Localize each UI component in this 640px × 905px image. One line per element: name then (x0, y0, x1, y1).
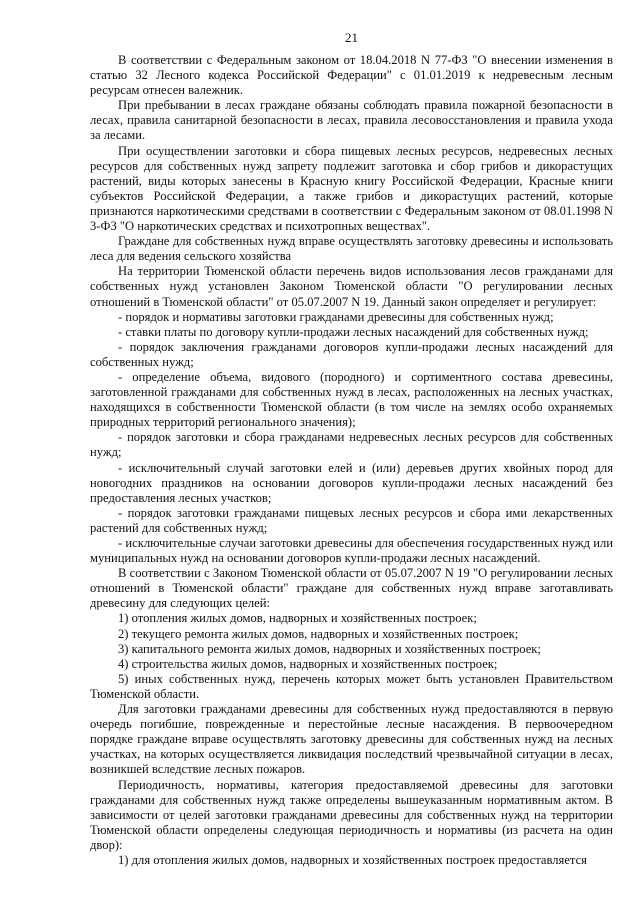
paragraph-1: В соответствии с Федеральным законом от 18.04.2018 N 77-ФЗ "О внесении изменения в статью 32 Лесного кодекса Российской Федерации" с 01.01.2019 к недревесным лесным ресурсам отнесен валежник. (90, 53, 613, 98)
numbered-item-3: 3) капитального ремонта жилых домов, надворных и хозяйственных построек; (118, 641, 541, 656)
paragraph-3: При осуществлении заготовки и сбора пищевых лесных ресурсов, недревесных лесных ресурсов для собственных нужд запрету подлежит заготовка и сбор грибов и дикорастущих растений, виды которых занесены в Красную книгу Российской Федерации, Красные книги субъектов Российской Федерации, а также грибов и дикорастущих растений, которые признаются наркотическими средствами в соответствии с Федеральным законом от 08.01.1998 N 3-ФЗ "О наркотических средствах и психотропных веществах". (90, 143, 613, 234)
paragraph-4: Граждане для собственных нужд вправе осуществлять заготовку древесины и использовать леса для ведения сельского хозяйства (90, 234, 613, 264)
list-item-5: - порядок заготовки и сбора гражданами недревесных лесных ресурсов для собственных нужд; (90, 430, 613, 460)
list-item-7: - порядок заготовки гражданами пищевых лесных ресурсов и сбора ими лекарственных растений для собственных нужд; (90, 505, 613, 535)
list-item-2: - ставки платы по договору купли-продажи лесных насаждений для собственных нужд; (118, 324, 589, 339)
page-number: 21 (345, 30, 358, 45)
paragraph-5: На территории Тюменской области перечень видов использования лесов гражданами для собственных нужд установлен Законом Тюменской области "О регулировании лесных отношений в Тюменской области" от 05.07.2007 N 19. Данный закон определяет и регулирует: (90, 264, 613, 309)
paragraph-8: Периодичность, нормативы, категория предоставляемой древесины для заготовки гражданами для собственных нужд также определены вышеуказанным нормативным актом. В зависимости от целей заготовки гражданами древесины для собственных нужд на территории Тюменской области определены следующая периодичность и нормативы (из расчета на один двор): (90, 777, 613, 852)
document-body (90, 53, 613, 868)
list-item-4: - определение объема, видового (породного) и сортиментного состава древесины, заготовленной гражданами для собственных нужд в лесах, расположенных на лесных участках, находящихся в собственности Тюменской области (в том числе на землях особо охраняемых природных территорий регионального значения); (90, 369, 613, 430)
document-page (90, 0, 613, 905)
list-item-3: - порядок заключения гражданами договоров купли-продажи лесных насаждений для собственных нужд; (90, 339, 613, 369)
paragraph-6: В соответствии с Законом Тюменской области от 05.07.2007 N 19 "О регулировании лесных отношений в Тюменской области" граждане для собственных нужд вправе заготавливать древесину для следующих целей: (90, 566, 613, 611)
list-item-1: - порядок и нормативы заготовки гражданами древесины для собственных нужд; (118, 309, 554, 324)
paragraph-7: Для заготовки гражданами древесины для собственных нужд предоставляются в первую очередь погибшие, поврежденные и перестойные лесные насаждения. В первоочередном порядке граждане вправе осуществлять заготовку древесины для собственных нужд на лесных участках, на которых осуществляется ликвидация последствий чрезвычайной ситуации в лесах, возникшей вследствие лесных пожаров. (90, 702, 613, 777)
numbered-item-5: 5) иных собственных нужд, перечень которых может быть установлен Правительством Тюменской области. (90, 671, 613, 701)
numbered-item-continued: 1) для отопления жилых домов, надворных и хозяйственных построек предоставляется (118, 852, 587, 867)
list-item-6: - исключительный случай заготовки елей и (или) деревьев других хвойных пород для новогодних праздников на основании договоров купли-продажи лесных насаждений без предоставления лесных участков; (90, 460, 613, 505)
numbered-item-2: 2) текущего ремонта жилых домов, надворных и хозяйственных построек; (118, 626, 519, 641)
paragraph-2: При пребывании в лесах граждане обязаны соблюдать правила пожарной безопасности в лесах, правила санитарной безопасности в лесах, правила лесовосстановления и правила ухода за лесами. (90, 98, 613, 143)
numbered-item-1: 1) отопления жилых домов, надворных и хозяйственных построек; (118, 611, 477, 626)
list-item-8: - исключительные случаи заготовки древесины для обеспечения государственных нужд или муниципальных нужд на основании договоров купли-продажи лесных насаждений. (90, 536, 613, 566)
numbered-item-4: 4) строительства жилых домов, надворных и хозяйственных построек; (118, 656, 498, 671)
